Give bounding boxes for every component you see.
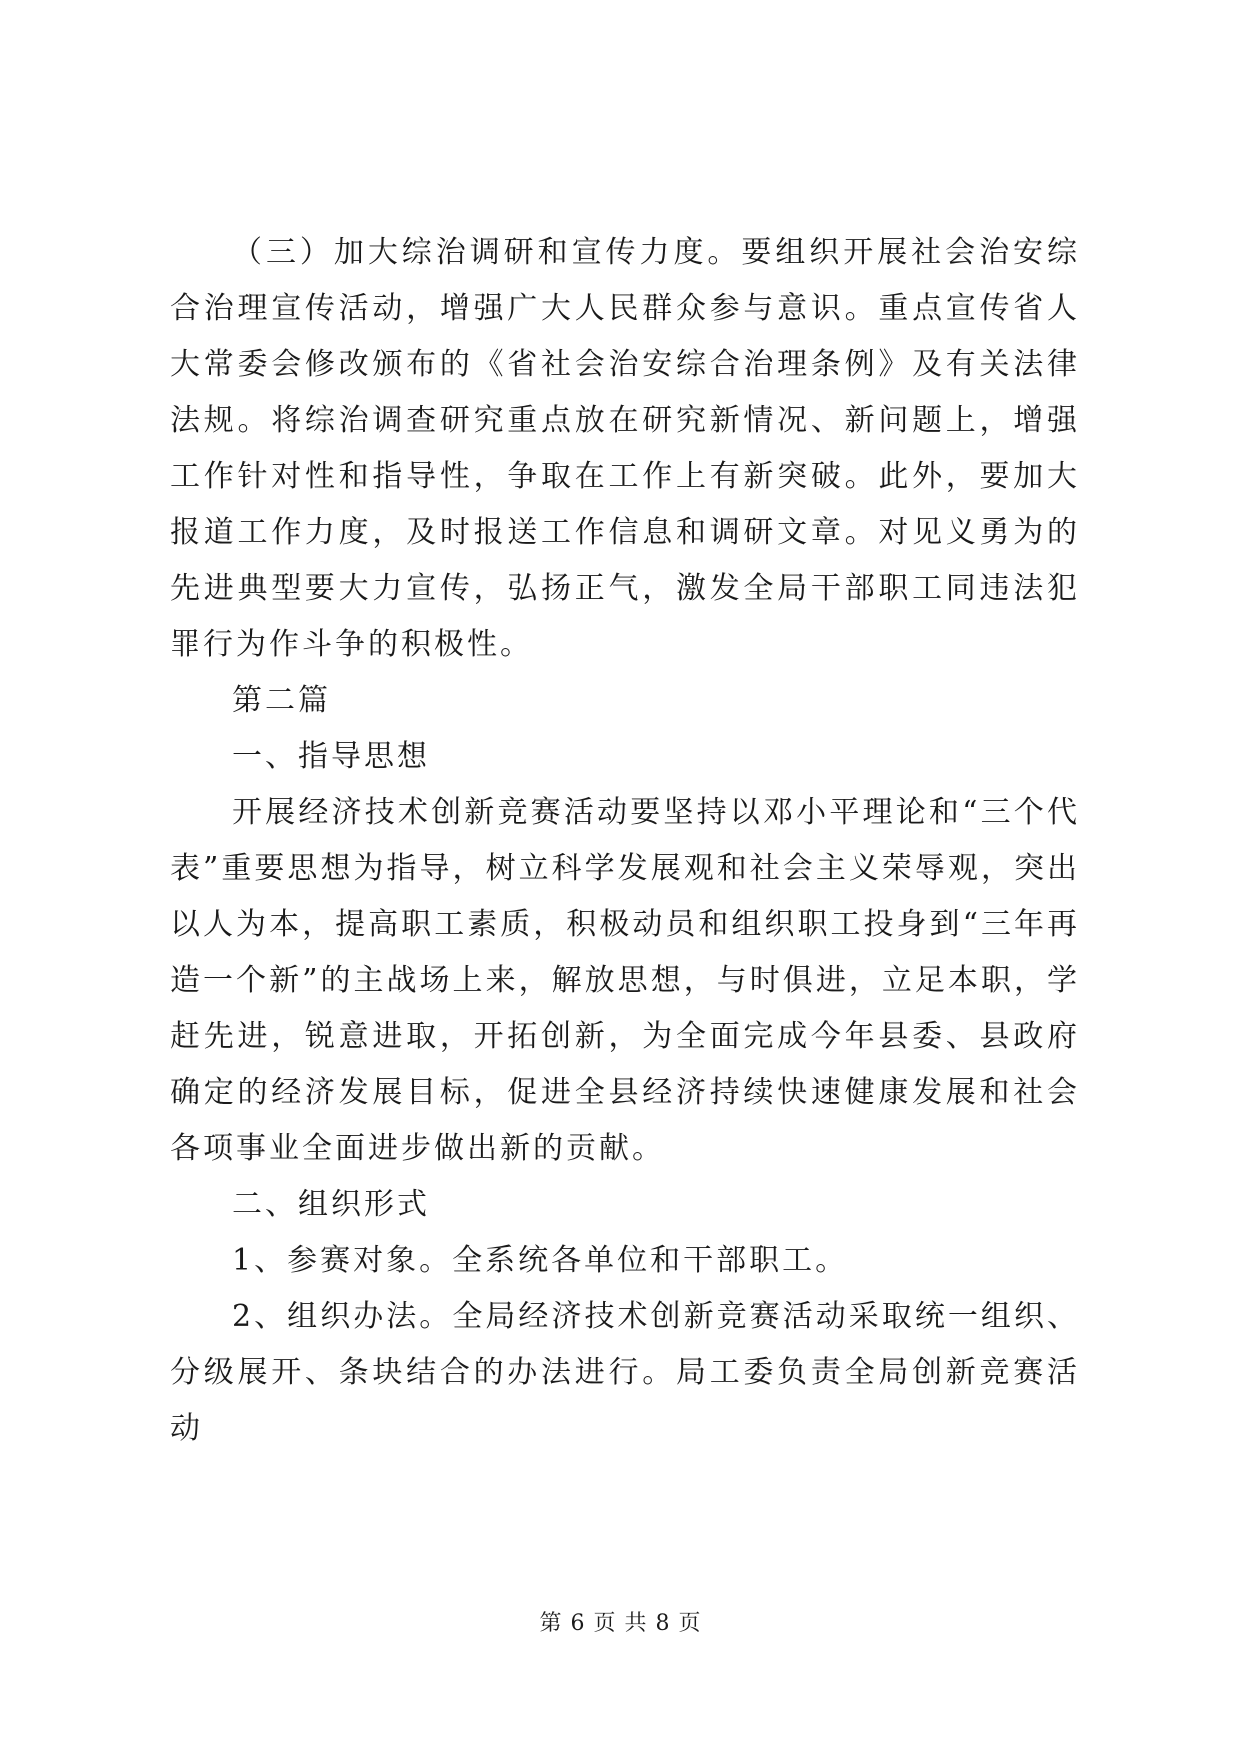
heading-guiding-thought: 一、指导思想 bbox=[232, 739, 430, 774]
heading-organization: 二、组织形式 bbox=[232, 1187, 430, 1222]
section-title: 第二篇 bbox=[232, 683, 331, 718]
paragraph-organization-method: 2、组织办法。全局经济技术创新竞赛活动采取统一组织、分级展开、条块结合的办法进行。局工委负责全局创新竞赛活动 bbox=[170, 1299, 1080, 1446]
paragraph-publicity: （三）加大综治调研和宣传力度。要组织开展社会治安综合治理宣传活动，增强广大人民群众参与意识。重点宣传省人大常委会修改颁布的《省社会治安综合治理条例》及有关法律法规。将综治调查研究重点放在研究新情况、新问题上，增强工作针对性和指导性，争取在工作上有新突破。此外，要加大报道工作力度，及时报送工作信息和调研文章。对见义勇为的先进典型要大力宣传，弘扬正气，激发全局干部职工同违法犯罪行为作斗争的积极性。 bbox=[170, 235, 1080, 662]
page-footer: 第 6 页 共 8 页 bbox=[539, 1611, 702, 1636]
paragraph-guiding-thought: 开展经济技术创新竞赛活动要坚持以邓小平理论和“三个代表”重要思想为指导，树立科学发展观和社会主义荣辱观，突出以人为本，提高职工素质，积极动员和组织职工投身到“三年再造一个新”的主战场上来，解放思想，与时俱进，立足本职，学赶先进，锐意进取，开拓创新，为全面完成今年县委、县政府确定的经济发展目标，促进全县经济持续快速健康发展和社会各项事业全面进步做出新的贡献。 bbox=[170, 795, 1080, 1166]
document-body bbox=[170, 225, 1080, 1457]
paragraph-participants: 1、参赛对象。全系统各单位和干部职工。 bbox=[232, 1243, 849, 1278]
